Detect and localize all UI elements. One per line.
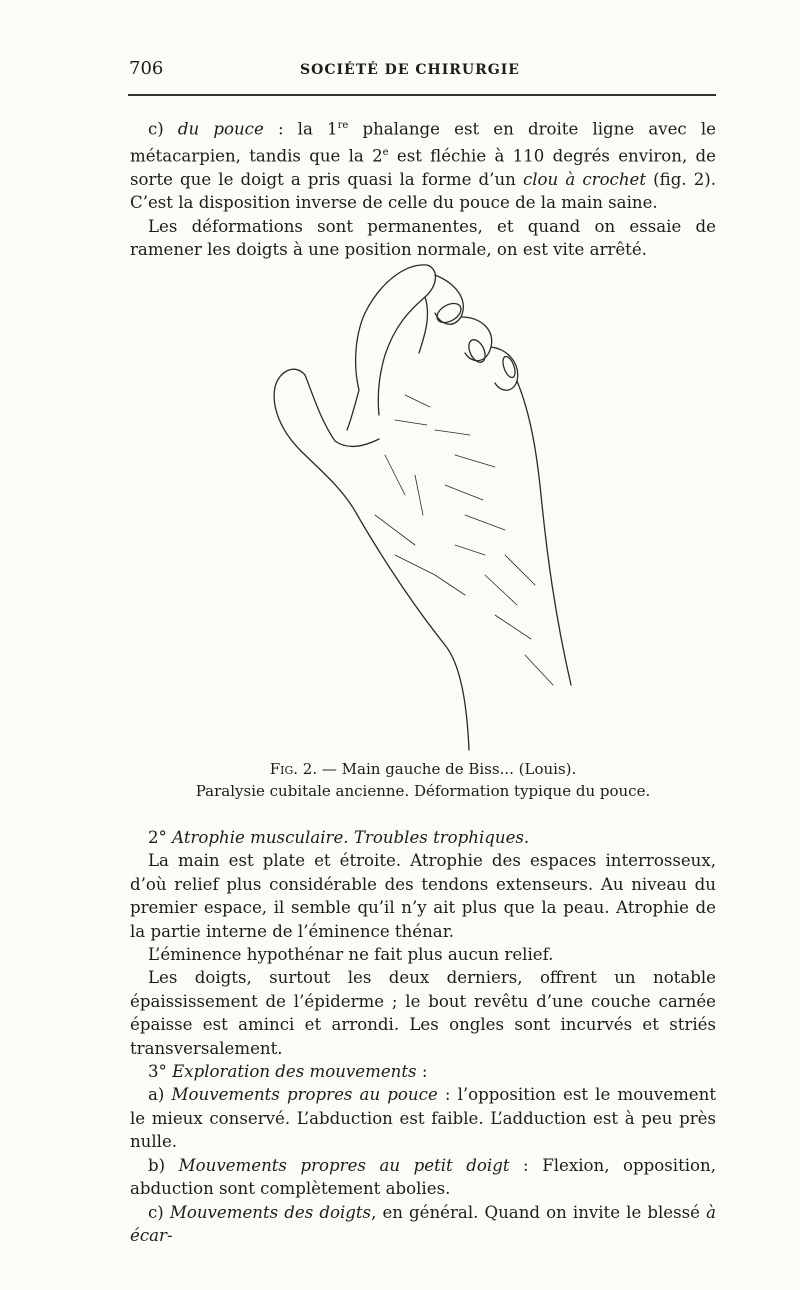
item-a <box>130 1083 716 1153</box>
text-run: est fléchie à 110 degrés environ, de sorte que le doigt a pris quasi la forme d’un <box>130 146 716 189</box>
item-lead: b) <box>148 1155 179 1175</box>
text-run: phalange est en droite ligne avec le métacarpien, tandis que la 2 <box>130 119 716 166</box>
figure-caption <box>130 758 716 802</box>
running-title: SOCIÉTÉ DE CHIRURGIE <box>300 62 520 78</box>
paragraph-thumb <box>130 114 716 215</box>
caption-line-2: Paralysie cubitale ancienne. Déformation typique du pouce. <box>195 782 651 800</box>
text-run: (fig. 2). C’est la disposition inverse de celle du pouce de la main saine. <box>130 169 717 213</box>
figure-label: Fig. 2. <box>269 760 318 778</box>
item-c <box>130 1201 716 1248</box>
section-title: Atrophie musculaire. Troubles trophiques. <box>172 828 530 847</box>
text-run: , en général. Quand on invite le blessé <box>371 1202 707 1222</box>
section-number: 3° <box>148 1062 173 1082</box>
hand-illustration <box>255 255 595 755</box>
text-run: : la 1 <box>263 119 338 139</box>
italic-term: à écar- <box>130 1202 716 1245</box>
section-heading-movements <box>130 1060 716 1083</box>
header-rule <box>128 94 716 96</box>
item-title: Mouvements des doigts <box>169 1202 372 1222</box>
page-number: 706 <box>129 58 164 79</box>
text-block-bottom <box>130 826 716 1247</box>
paragraph-deformations: Les déformations sont permanentes, et quand on essaie de ramener les doigts à une position normale, on est vite arrêté. <box>130 216 716 260</box>
section-number: 2° <box>148 828 173 847</box>
text-block-top <box>130 114 716 262</box>
item-title: du pouce <box>177 119 264 139</box>
item-b <box>130 1154 716 1201</box>
text-run: : Flexion, opposition, abduction sont complètement abolies. <box>130 1155 716 1199</box>
paragraph-fingers: Les doigts, surtout les deux derniers, offrent un notable épaississement de l’épiderme ; le bout revêtu d’une couche carnée épaisse est aminci et arrondi. Les ongles sont incurvés et striés transversalement. <box>130 968 716 1058</box>
item-lead: a) <box>148 1085 172 1105</box>
item-lead: c) <box>148 119 178 139</box>
section-heading-atrophy <box>130 826 716 849</box>
text-run: : <box>416 1062 428 1082</box>
paragraph-atrophy: La main est plate et étroite. Atrophie des espaces interrosseux, d’où relief plus considérable des tendons extenseurs. Au niveau du premier espace, il semble qu’il n’y ait plus que la peau. Atrophie de la partie interne de l’éminence thénar. <box>130 851 716 941</box>
item-lead: c) <box>148 1202 170 1222</box>
italic-term: clou à crochet <box>522 169 647 189</box>
figure-title: — Main gauche de Biss... (Louis). <box>317 760 577 778</box>
superscript: e <box>382 146 389 158</box>
caption-line-1 <box>130 758 716 780</box>
section-title: Exploration des mouvements <box>172 1062 417 1082</box>
superscript: re <box>337 120 349 131</box>
text-run: : l’opposition est le mouvement le mieux conservé. L’abduction est faible. L’adduction est à peu près nulle. <box>130 1085 716 1152</box>
item-title: Mouvements propres au pouce <box>171 1085 438 1105</box>
paragraph-hypothenar: L’éminence hypothénar ne fait plus aucun relief. <box>148 945 554 965</box>
item-title: Mouvements propres au petit doigt <box>178 1155 510 1175</box>
